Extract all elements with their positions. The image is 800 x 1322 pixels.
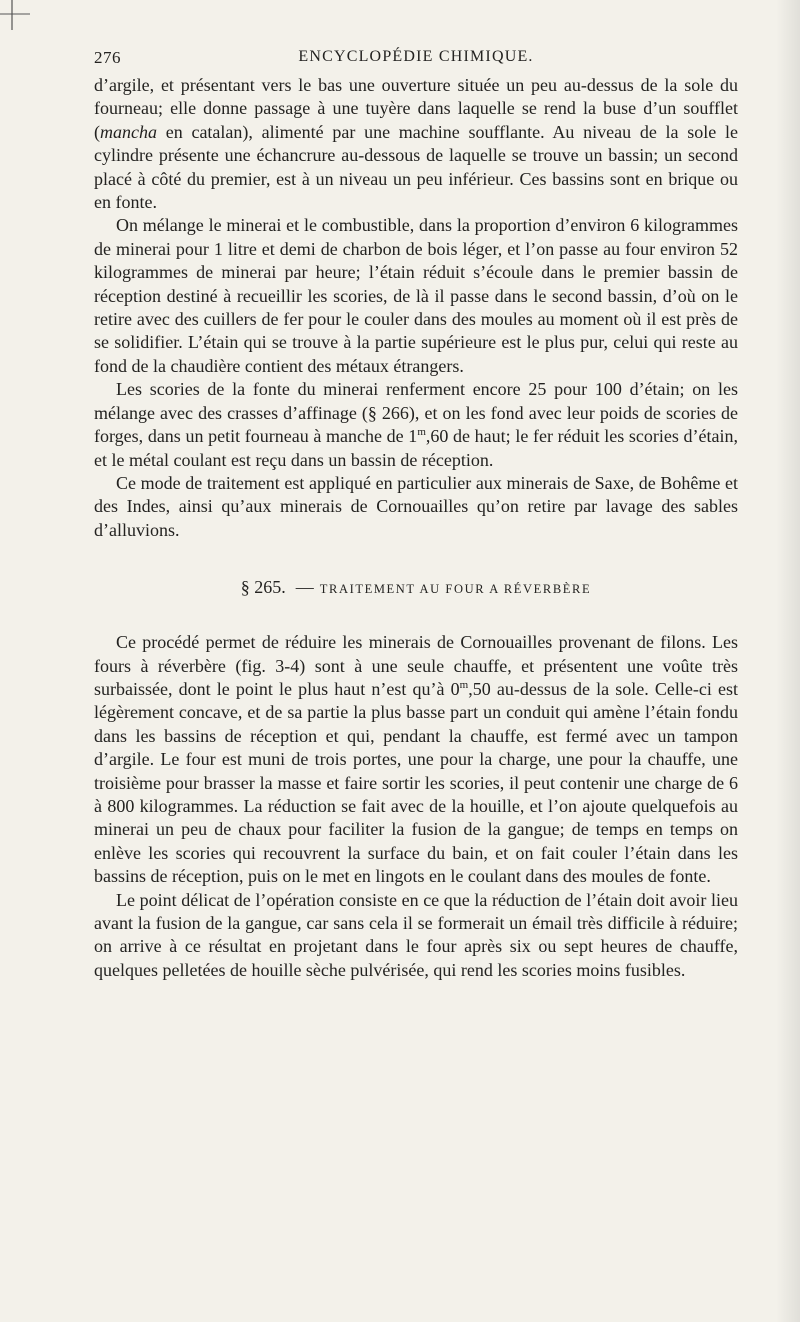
paragraph-1-text-b: en catalan), alimenté par une machine soufflante. Au niveau de la sole le cylindre présente une échancrure au-dessous de laquelle se trouve un bassin; un second placé à côté du premier, est à un niveau un peu inférieur. Ces bassins sont en brique ou en fonte. [94,121,738,213]
paragraph-1-italic: mancha [100,121,157,142]
paragraph-3-text-a: Les scories de la fonte du minerai renferment encore 25 pour 100 d’étain; on les mélange avec des crasses d’affinage (§ 266), et on les fond avec leur poids de scories de forges, dans un petit fourneau à manche de 1 [94,379,738,447]
paragraph-5 [94,631,738,888]
section-heading [94,576,738,601]
page-edge-shadow [776,0,800,1322]
section-title: TRAITEMENT AU FOUR A RÉVERBÈRE [319,582,592,597]
paragraph-4: Ce mode de traitement est appliqué en particulier aux minerais de Saxe, de Bohême et des Indes, ainsi qu’aux minerais de Cornouailles qu’on retire par lavage des sables d’alluvions. [94,472,738,540]
paragraph-3 [94,378,738,472]
paragraph-3-text-b: ,60 de haut; le fer réduit les scories d’étain, et le métal coulant est reçu dans un bassin de réception. [94,426,739,470]
paragraph-5-text-a: Ce procédé permet de réduire les minerais de Cornouailles provenant de filons. Les fours à réverbère (fig. 3-4) sont à une seule chauffe, et présentent une voûte très surbaissée, dont le point le plus haut n’est qu’à 0 [94,632,738,699]
page-number: 276 [94,48,121,67]
paragraph-2: On mélange le minerai et le combustible, dans la proportion d’environ 6 kilogrammes de minerai pour 1 litre et demi de charbon de bois léger, et l’on passe au four environ 52 kilogrammes de minerai par heure; l’étain réduit s’écoule dans le premier bassin de réception destiné à recueillir les scories, de là il passe dans le second bassin, d’où on le retire avec des cuillers de fer pour le couler dans des moules au moment où il est près de se solidifier. L’étain qui se trouve à la partie supérieure est le plus pur, celui qui reste au fond de la chaudière contient des métaux étrangers. [94,215,738,376]
paragraph-6: Le point délicat de l’opération consiste en ce que la réduction de l’étain doit avoir lieu avant la fusion de la gangue, car sans cela il se formerait un émail très difficile à réduire; on arrive à ce résultat en projetant dans le four après six ou sept heures de chauffe, quelques pelletées de houille sèche pulvérisée, qui rend les scories moins fusibles. [94,889,738,980]
running-title: ENCYCLOPÉDIE CHIMIQUE. [298,48,534,65]
crop-mark-icon [0,0,40,40]
paragraph-1 [94,74,738,214]
page-body [94,74,738,982]
section-dash: — [295,577,314,598]
page-header [94,44,738,74]
paragraph-5-text-b: ,50 au-dessus de la sole. Celle-ci est légèrement concave, et de sa partie la plus basse part un conduit qui amène l’étain fondu dans les bassins de réception et qui, pendant la chauffe, est fermé avec un tampon d’argile. Le four est muni de trois portes, une pour la charge, une pour la chauffe, une troisième pour brasser la masse et faire sortir les scories, il peut contenir une charge de 6 à 800 kilogrammes. La réduction se fait avec de la houille, et l’on ajoute quelquefois au minerai un peu de chaux pour faciliter la fusion de la gangue; de temps en temps on enlève les scories qui recouvrent la surface du bain, et on fait couler l’étain dans les bassins de réception, puis on le met en lingots en le coulant dans des moules de fonte. [94,678,738,887]
paragraph-3-superscript: m [417,426,426,439]
paragraph-5-superscript: m [459,678,469,691]
section-number: § 265. [240,577,286,598]
paragraph-1-text-a: d’argile, et présentant vers le bas une ouverture située un peu au-dessus de la sole du fourneau; elle donne passage à une tuyère dans laquelle se rend la buse d’un soufflet ( [94,75,738,142]
